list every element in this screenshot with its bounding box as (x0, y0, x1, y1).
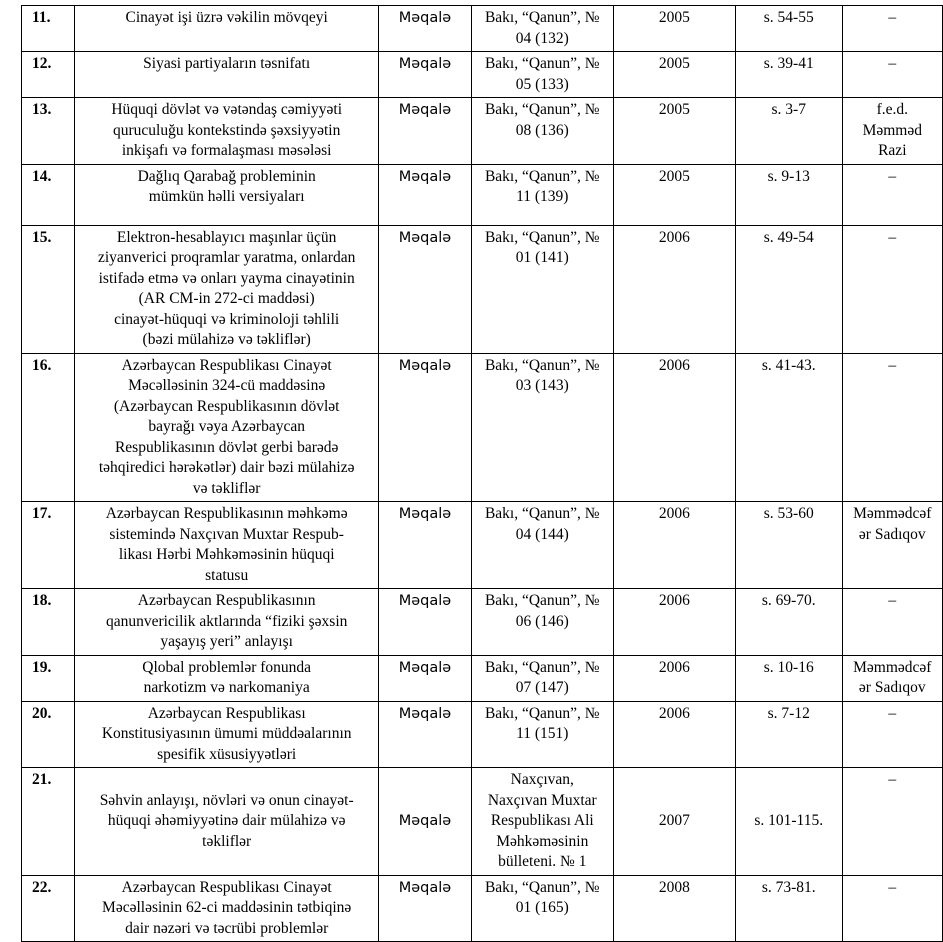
publication-pages: s. 49-54 (735, 225, 842, 353)
publication-type: Məqalə (379, 655, 472, 701)
publication-year: 2005 (613, 52, 735, 98)
table-row (22, 225, 943, 353)
publication-source: Bakı, “Qanun”, № 03 (143) (471, 353, 613, 502)
publication-source: Bakı, “Qanun”, № 07 (147) (471, 655, 613, 701)
publication-coauthor: Məmmədcəf ər Sadıqov (842, 502, 942, 589)
publication-title: Cinayət işi üzrə vəkilin mövqeyi (75, 6, 379, 52)
publication-title: Elektron-hesablayıcı maşınlar üçün ziyanverici proqramlar yaratma, onlardan istifadə etmə və onları yayma cinayətinin (AR CM-in 272-ci maddəsi) cinayət-hüquqi və kriminoloji təhlili (bəzi mülahizə və təkliflər) (75, 225, 379, 353)
publication-type: Məqalə (379, 6, 472, 52)
publication-title: Azərbaycan Respublikasının məhkəmə sistemində Naxçıvan Muxtar Respub- likası Hərbi Məhkəməsinin hüquqi statusu (75, 502, 379, 589)
publication-pages: s. 39-41 (735, 52, 842, 98)
publication-pages: s. 3-7 (735, 98, 842, 165)
publication-coauthor: – (842, 225, 942, 353)
publication-type: Məqalə (379, 589, 472, 656)
publication-source: Naxçıvan, Naxçıvan Muxtar Respublikası Ali Məhkəməsinin bülleteni. № 1 (471, 768, 613, 876)
publication-year: 2005 (613, 164, 735, 225)
publication-pages: s. 9-13 (735, 164, 842, 225)
table-row (22, 701, 943, 768)
publication-type: Məqalə (379, 701, 472, 768)
publication-source: Bakı, “Qanun”, № 11 (139) (471, 164, 613, 225)
row-number: 16. (22, 353, 75, 502)
publication-year: 2006 (613, 353, 735, 502)
publication-coauthor: – (842, 52, 942, 98)
publication-source: Bakı, “Qanun”, № 04 (144) (471, 502, 613, 589)
publication-year: 2005 (613, 98, 735, 165)
row-number: 22. (22, 875, 75, 942)
publication-year: 2008 (613, 875, 735, 942)
publication-pages: s. 7-12 (735, 701, 842, 768)
publications-table (21, 5, 943, 942)
publication-year: 2006 (613, 502, 735, 589)
row-number: 13. (22, 98, 75, 165)
publication-pages: s. 53-60 (735, 502, 842, 589)
row-number: 15. (22, 225, 75, 353)
row-number: 20. (22, 701, 75, 768)
publication-source: Bakı, “Qanun”, № 08 (136) (471, 98, 613, 165)
table-row (22, 98, 943, 165)
publication-pages: s. 54-55 (735, 6, 842, 52)
publication-coauthor: – (842, 768, 942, 876)
publication-coauthor: – (842, 6, 942, 52)
publication-source: Bakı, “Qanun”, № 11 (151) (471, 701, 613, 768)
row-number: 11. (22, 6, 75, 52)
publication-type: Məqalə (379, 225, 472, 353)
publications-table-body (22, 6, 943, 942)
publication-year: 2006 (613, 225, 735, 353)
publication-source: Bakı, “Qanun”, № 04 (132) (471, 6, 613, 52)
publication-type: Məqalə (379, 164, 472, 225)
publication-title: Azərbaycan Respublikası Cinayət Məcəlləsinin 62-ci maddəsinin tətbiqinə dair nəzəri və təcrübi problemlər (75, 875, 379, 942)
publication-pages: s. 41-43. (735, 353, 842, 502)
publication-pages: s. 69-70. (735, 589, 842, 656)
row-number: 12. (22, 52, 75, 98)
publication-pages: s. 10-16 (735, 655, 842, 701)
publication-coauthor: f.e.d. Məmməd Razi (842, 98, 942, 165)
table-row (22, 164, 943, 225)
row-number: 14. (22, 164, 75, 225)
publication-title: Azərbaycan Respublikası Cinayət Məcəlləsinin 324-cü maddəsinə (Azərbaycan Respublikasının dövlət bayrağı vəya Azərbaycan Respublikasının dövlət gerbi barədə təhqiredici hərəkətlər) dair bəzi mülahizə və təkliflər (75, 353, 379, 502)
publication-title: Hüquqi dövlət və vətəndaş cəmiyyəti quruculuğu kontekstində şəxsiyyətin inkişafı və formalaşması məsələsi (75, 98, 379, 165)
row-number: 21. (22, 768, 75, 876)
publication-year: 2005 (613, 6, 735, 52)
publication-year: 2006 (613, 701, 735, 768)
publication-coauthor: – (842, 701, 942, 768)
publication-title: Qlobal problemlər fonunda narkotizm və narkomaniya (75, 655, 379, 701)
publication-title: Səhvin anlayışı, növləri və onun cinayət- hüquqi əhəmiyyətinə dair mülahizə və təkliflər (75, 768, 379, 876)
publication-type: Məqalə (379, 768, 472, 876)
row-number: 19. (22, 655, 75, 701)
publication-title: Siyasi partiyaların təsnifatı (75, 52, 379, 98)
publication-pages: s. 73-81. (735, 875, 842, 942)
table-row (22, 6, 943, 52)
publication-coauthor: – (842, 589, 942, 656)
publication-coauthor: – (842, 353, 942, 502)
publication-type: Məqalə (379, 875, 472, 942)
publication-year: 2006 (613, 589, 735, 656)
table-row (22, 875, 943, 942)
publication-source: Bakı, “Qanun”, № 01 (141) (471, 225, 613, 353)
table-row (22, 768, 943, 876)
table-row (22, 655, 943, 701)
publication-source: Bakı, “Qanun”, № 05 (133) (471, 52, 613, 98)
publication-type: Məqalə (379, 98, 472, 165)
table-row (22, 353, 943, 502)
publication-title: Azərbaycan Respublikası Konstitusiyasının ümumi müddəalarının spesifik xüsusiyyətləri (75, 701, 379, 768)
publication-coauthor: Məmmədcəf ər Sadıqov (842, 655, 942, 701)
publication-source: Bakı, “Qanun”, № 06 (146) (471, 589, 613, 656)
publication-source: Bakı, “Qanun”, № 01 (165) (471, 875, 613, 942)
publication-coauthor: – (842, 875, 942, 942)
table-row (22, 589, 943, 656)
table-row (22, 52, 943, 98)
publication-title: Azərbaycan Respublikasının qanunvericilik aktlarında “fiziki şəxsin yaşayış yeri” anlayışı (75, 589, 379, 656)
publication-title: Dağlıq Qarabağ probleminin mümkün həlli versiyaları (75, 164, 379, 225)
publication-type: Məqalə (379, 502, 472, 589)
publication-year: 2006 (613, 655, 735, 701)
publication-pages: s. 101-115. (735, 768, 842, 876)
publication-coauthor: – (842, 164, 942, 225)
row-number: 18. (22, 589, 75, 656)
table-row (22, 502, 943, 589)
publication-type: Məqalə (379, 52, 472, 98)
row-number: 17. (22, 502, 75, 589)
publication-type: Məqalə (379, 353, 472, 502)
publication-year: 2007 (613, 768, 735, 876)
